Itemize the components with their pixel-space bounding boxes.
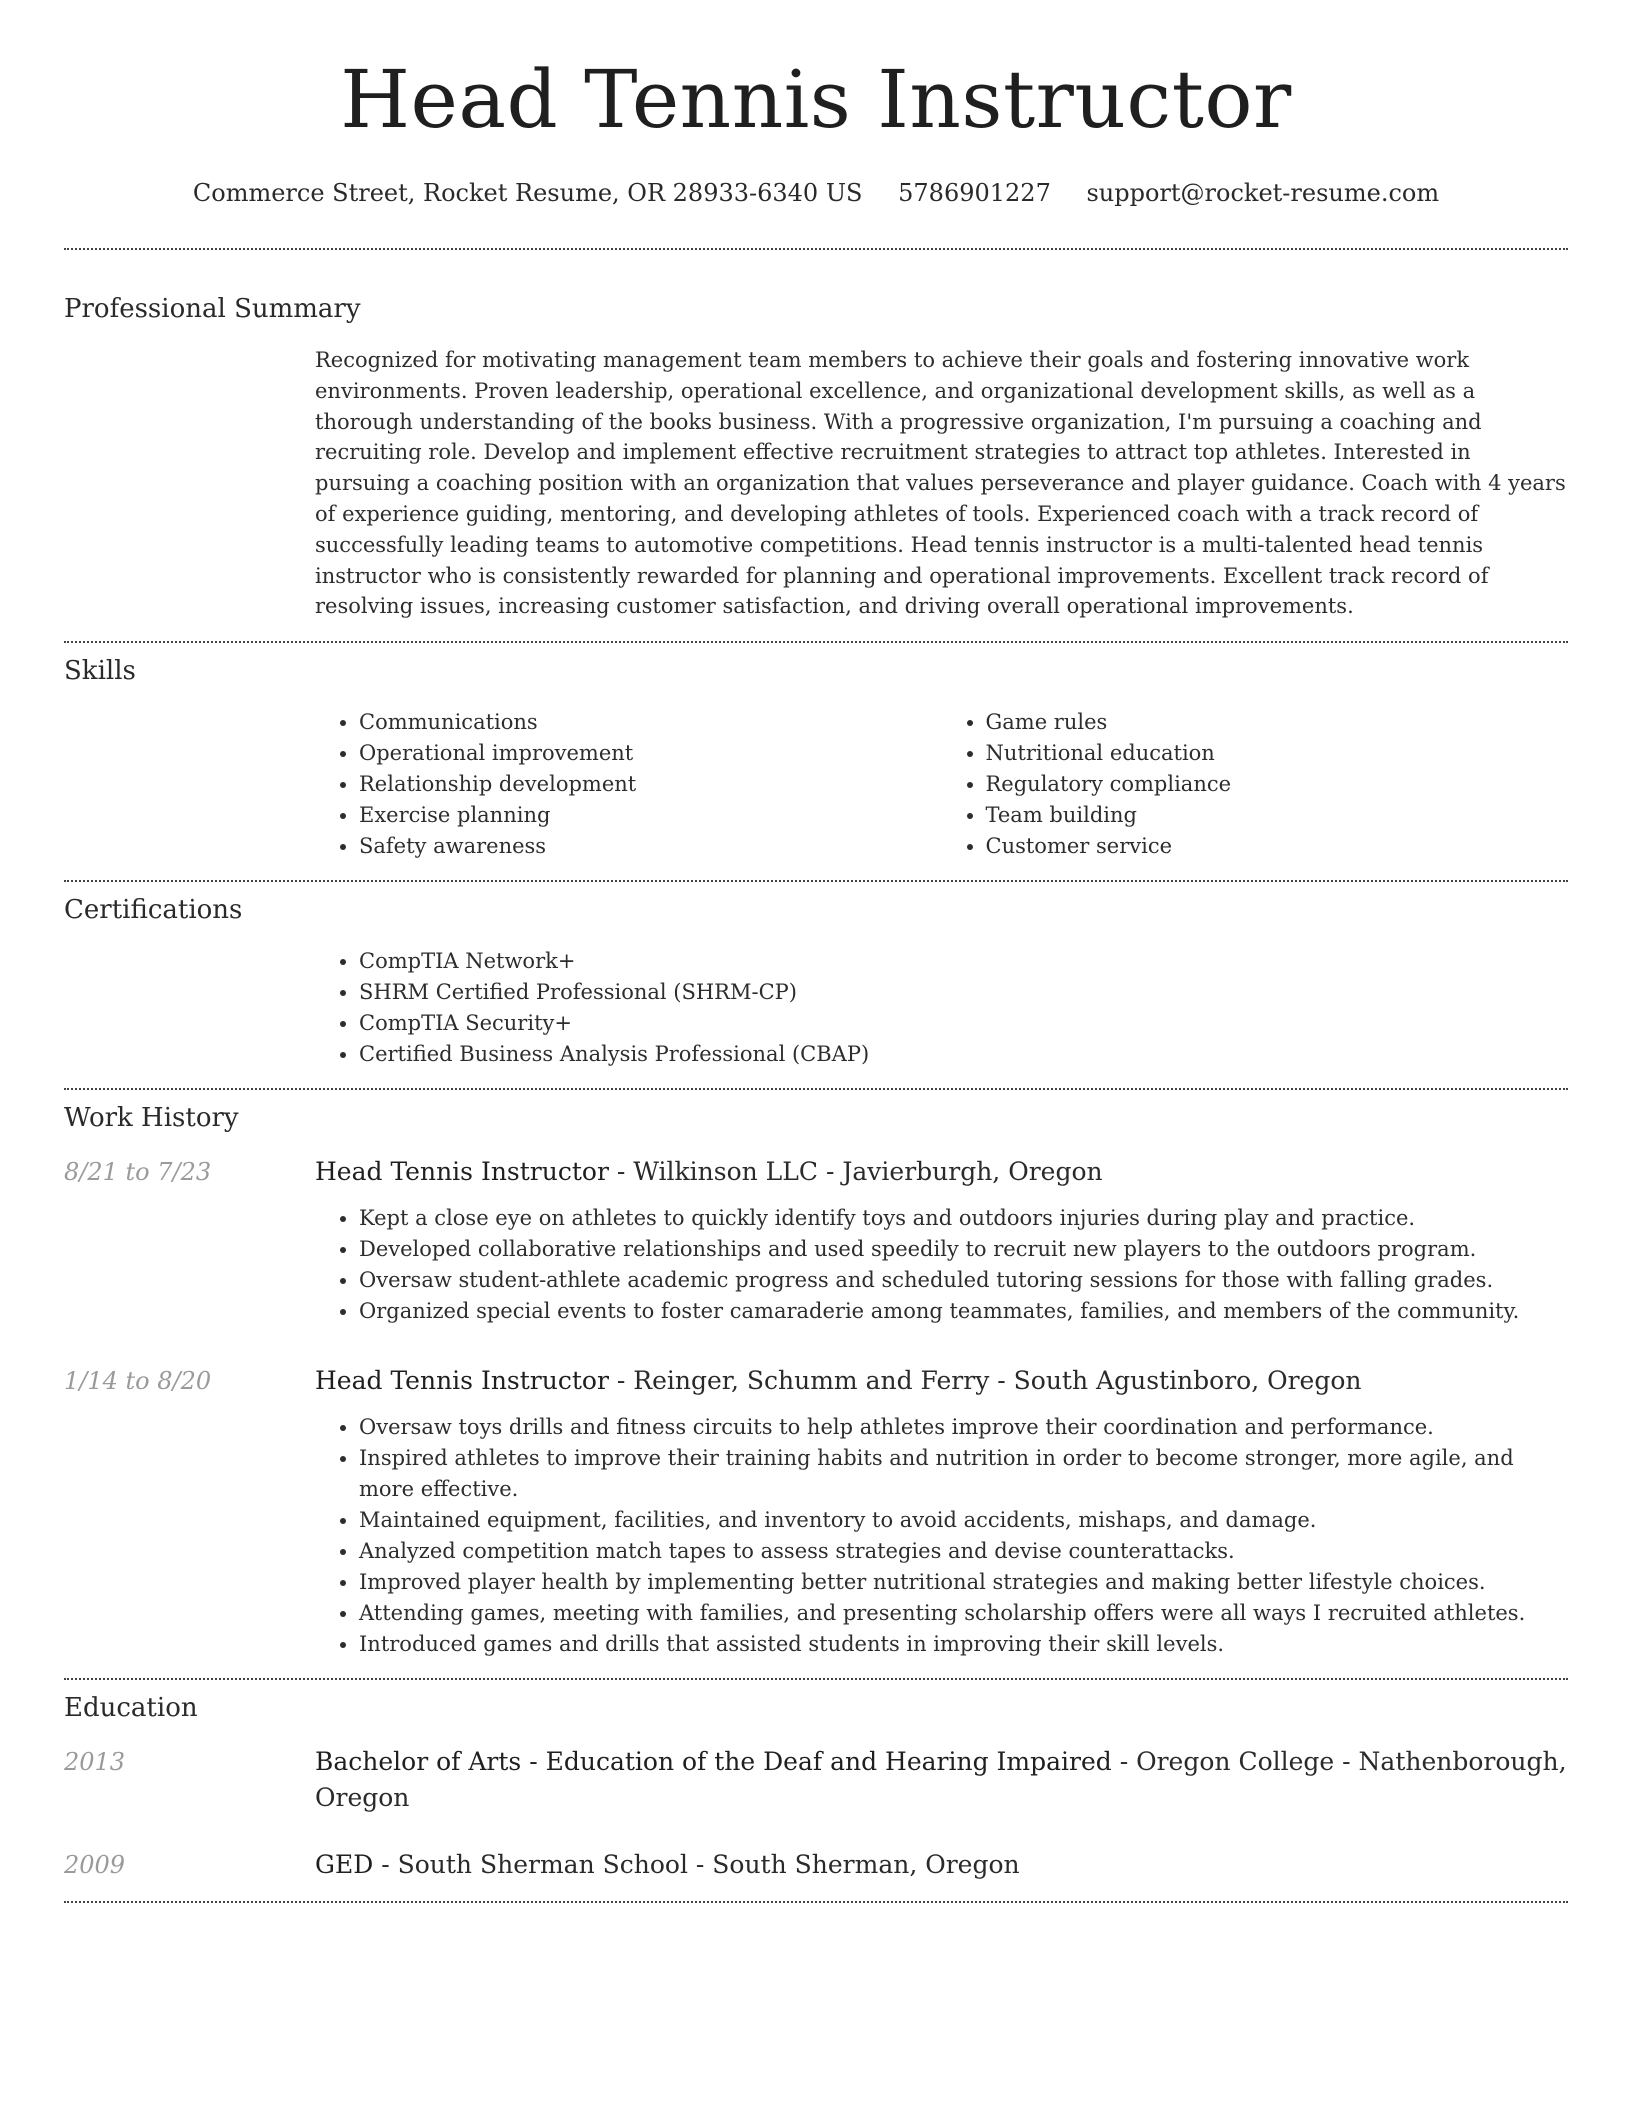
job-role: Head Tennis Instructor xyxy=(315,1157,609,1187)
job-bullet: • Analyzed competition match tapes to assess strategies and devise counterattacks. xyxy=(359,1536,1568,1567)
certifications-list xyxy=(315,946,1568,1070)
skill-item: • Relationship development xyxy=(359,769,942,800)
skills-columns xyxy=(315,707,1568,862)
contact-line xyxy=(64,178,1568,208)
job-bullet: • Introduced games and drills that assisted students in improving their skill levels. xyxy=(359,1629,1568,1660)
work-title: Work History xyxy=(64,1103,239,1134)
education-entry xyxy=(64,1744,1568,1816)
job-bullet: • Oversaw toys drills and fitness circuits to help athletes improve their coordination and performance. xyxy=(359,1412,1568,1443)
divider xyxy=(64,1678,1568,1680)
job-bullets xyxy=(315,1412,1568,1660)
job-entry xyxy=(64,1363,1568,1399)
job-date: 8/21 to 7/23 xyxy=(64,1158,212,1187)
skill-item: • Customer service xyxy=(986,831,1569,862)
certification-item: • CompTIA Security+ xyxy=(359,1008,1568,1039)
education-date: 2009 xyxy=(64,1851,126,1880)
candidate-name: Head Tennis Instructor xyxy=(340,53,1292,146)
divider xyxy=(64,641,1568,643)
contact-email[interactable]: support@rocket-resume.com xyxy=(1086,179,1440,207)
skills-list-left xyxy=(315,707,942,862)
education-school: - Oregon College - Nathenborough, Oregon xyxy=(315,1747,1567,1813)
job-details xyxy=(315,1412,1568,1660)
job-bullet: • Organized special events to foster camaraderie among teammates, families, and members of the community. xyxy=(359,1296,1568,1327)
skill-item: • Team building xyxy=(986,800,1569,831)
job-bullet: • Oversaw student-athlete academic progress and scheduled tutoring sessions for those with falling grades. xyxy=(359,1265,1568,1296)
skill-item: • Regulatory compliance xyxy=(986,769,1569,800)
summary-text: Recognized for motivating management team members to achieve their goals and fostering innovative work environments. Proven leadership, operational excellence, and organizational development skills, as well as a thorough understanding of the books business. With a progressive organization, I'm pursuing a coaching and recruiting role. Develop and implement effective recruitment strategies to attract top athletes. Interested in pursuing a coaching position with an organization that values perseverance and player guidance. Coach with 4 years of experience guiding, mentoring, and developing athletes of tools. Experienced coach with a track record of successfully leading teams to automotive competitions. Head tennis instructor is a multi-talented head tennis instructor who is consistently rewarded for planning and operational improvements. Excellent track record of resolving issues, increasing customer satisfaction, and driving overall operational improvements. xyxy=(315,348,1566,619)
education-school: - South Sherman School - South Sherman, Oregon xyxy=(373,1850,1020,1880)
job-bullet: • Kept a close eye on athletes to quickly identify toys and outdoors injuries during play and practice. xyxy=(359,1203,1568,1234)
job-bullet: • Developed collaborative relationships and used speedily to recruit new players to the outdoors program. xyxy=(359,1234,1568,1265)
divider xyxy=(64,1088,1568,1090)
job-heading xyxy=(315,1363,1568,1399)
education-degree: Bachelor of Arts - Education of the Deaf and Hearing Impaired xyxy=(315,1747,1112,1777)
summary-section xyxy=(64,293,1568,622)
job-bullet: • Inspired athletes to improve their training habits and nutrition in order to become stronger, more agile, and more effective. xyxy=(359,1443,1568,1505)
education-title: Education xyxy=(64,1693,198,1724)
education-entry xyxy=(64,1847,1568,1883)
certification-item: • SHRM Certified Professional (SHRM-CP) xyxy=(359,977,1568,1008)
job-details xyxy=(315,1203,1568,1327)
education-section xyxy=(64,1692,1568,1883)
job-company: - Wilkinson LLC - Javierburgh, Oregon xyxy=(608,1157,1103,1187)
job-bullets xyxy=(315,1203,1568,1327)
skill-item: • Nutritional education xyxy=(986,738,1569,769)
job-bullet: • Maintained equipment, facilities, and inventory to avoid accidents, mishaps, and damage. xyxy=(359,1505,1568,1536)
skills-title: Skills xyxy=(64,656,136,687)
job-bullet: • Attending games, meeting with families, and presenting scholarship offers were all ways I recruited athletes. xyxy=(359,1598,1568,1629)
job-heading xyxy=(315,1154,1568,1190)
skills-list-right xyxy=(942,707,1569,862)
certifications-body xyxy=(315,946,1568,1070)
education-date: 2013 xyxy=(64,1748,126,1777)
job-entry xyxy=(64,1154,1568,1190)
certification-item: • CompTIA Network+ xyxy=(359,946,1568,977)
divider xyxy=(64,248,1568,250)
job-date: 1/14 to 8/20 xyxy=(64,1367,212,1396)
skill-item: • Operational improvement xyxy=(359,738,942,769)
contact-phone: 5786901227 xyxy=(898,179,1051,207)
job-bullet: • Improved player health by implementing better nutritional strategies and making better lifestyle choices. xyxy=(359,1567,1568,1598)
divider xyxy=(64,1901,1568,1903)
skill-item: • Game rules xyxy=(986,707,1569,738)
skills-section xyxy=(64,655,1568,862)
contact-address: Commerce Street, Rocket Resume, OR 28933-6340 US xyxy=(192,179,863,207)
job-company: - Reinger, Schumm and Ferry - South Agustinboro, Oregon xyxy=(608,1366,1362,1396)
skill-item: • Safety awareness xyxy=(359,831,942,862)
certifications-section xyxy=(64,894,1568,1070)
work-section xyxy=(64,1102,1568,1660)
job-role: Head Tennis Instructor xyxy=(315,1366,609,1396)
education-heading xyxy=(315,1744,1568,1816)
education-heading xyxy=(315,1847,1568,1883)
certifications-title: Certifications xyxy=(64,895,243,926)
skill-item: • Exercise planning xyxy=(359,800,942,831)
education-degree: GED xyxy=(315,1850,374,1880)
divider xyxy=(64,880,1568,882)
summary-title: Professional Summary xyxy=(64,294,361,324)
certification-item: • Certified Business Analysis Professional (CBAP) xyxy=(359,1039,1568,1070)
skill-item: • Communications xyxy=(359,707,942,738)
